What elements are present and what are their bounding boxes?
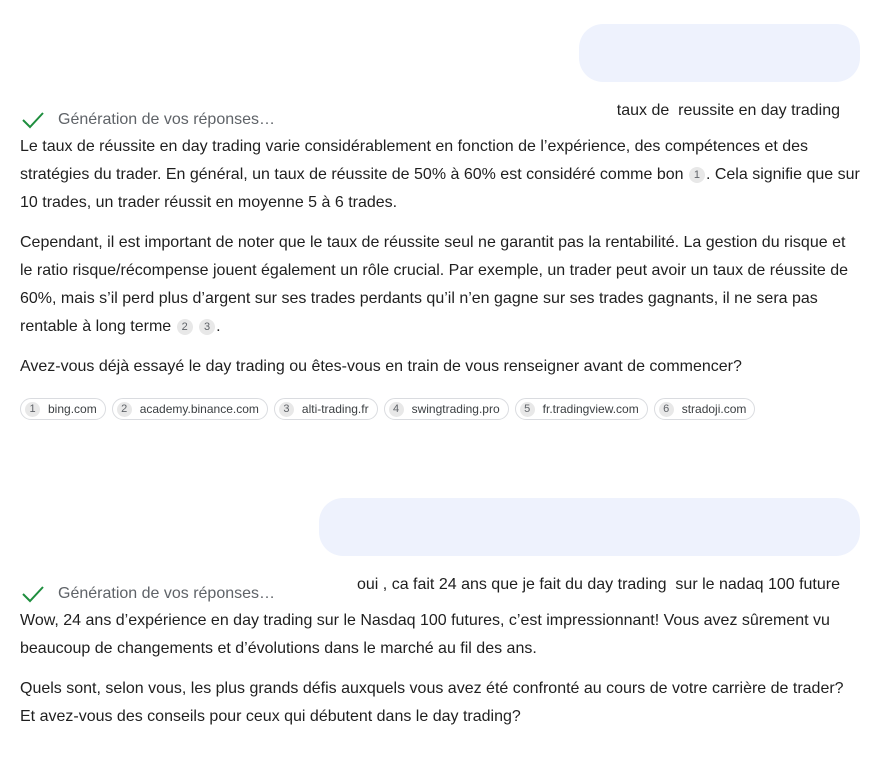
- source-number: 3: [279, 402, 294, 417]
- answer-paragraph: Quels sont, selon vous, les plus grands défis auxquels vous avez été confronté au cours de votre carrière de trader? Et avez-vous des conseils pour ceux qui débutent dans le day trading?: [20, 680, 844, 725]
- source-number: 4: [389, 402, 404, 417]
- source-label: stradoji.com: [681, 402, 747, 416]
- source-label: bing.com: [48, 402, 97, 416]
- status-text: Génération de vos réponses…: [58, 111, 276, 128]
- source-chip[interactable]: [112, 398, 268, 420]
- answer-text: . Cela signifie que sur 10 trades, un trader réussit en moyenne 5 à 6 trades.: [20, 166, 860, 211]
- source-label: fr.tradingview.com: [542, 402, 639, 416]
- source-number: 5: [520, 402, 535, 417]
- source-number: 6: [659, 402, 674, 417]
- source-label: swingtrading.pro: [411, 402, 500, 416]
- source-number: 2: [117, 402, 132, 417]
- check-icon: [20, 583, 46, 605]
- source-chip[interactable]: [274, 398, 378, 420]
- status-text: Génération de vos réponses…: [58, 585, 276, 602]
- citation-badge[interactable]: 2: [177, 319, 193, 335]
- source-chip[interactable]: [654, 398, 756, 420]
- source-label: academy.binance.com: [139, 402, 259, 416]
- answer-text: Le taux de réussite en day trading varie considérablement en fonction de l’expérience, des compétences et des stratégies du trader. En général, un taux de réussite de 50% à 60% est considéré comme bon: [20, 138, 809, 183]
- answer-text: Avez-vous déjà essayé le day trading ou êtes-vous en train de vous renseigner avant de commencer?: [20, 358, 742, 375]
- source-chip[interactable]: [20, 398, 106, 420]
- assistant-answer: [20, 133, 860, 393]
- answer-paragraph: [20, 353, 860, 381]
- user-message-bubble: [579, 24, 860, 119]
- user-message-text: taux de reussite en day trading: [616, 102, 840, 119]
- answer-paragraph: Wow, 24 ans d’expérience en day trading sur le Nasdaq 100 futures, c’est impressionnant! Vous avez sûrement vu beaucoup de changements et d’évolutions dans le marché au fil des ans.: [20, 612, 830, 657]
- source-chip[interactable]: [515, 398, 648, 420]
- assistant-answer: [20, 607, 860, 743]
- answer-text: Cependant, il est important de noter que le taux de réussite seul ne garantit pas la rentabilité. La gestion du risque et le ratio risque/récompense jouent également un rôle crucial. Par exemple, un trader peut avoir un taux de réussite de 60%, mais s’il perd plus d’argent sur ses trades perdants qu’il n’en gagne sur ses trades gagnants, il ne sera pas rentable à long terme: [20, 234, 849, 335]
- citation-badge[interactable]: 3: [199, 319, 215, 335]
- user-message-text: oui , ca fait 24 ans que je fait du day trading sur le nadaq 100 future: [357, 576, 840, 593]
- response-status: [20, 582, 275, 606]
- response-status: [20, 108, 275, 132]
- citation-badge[interactable]: 1: [689, 167, 705, 183]
- answer-paragraph: [20, 229, 860, 341]
- source-number: 1: [25, 402, 40, 417]
- answer-paragraph: [20, 133, 860, 217]
- check-icon: [20, 109, 46, 131]
- source-chip[interactable]: [384, 398, 509, 420]
- user-message-bubble: [319, 498, 860, 593]
- source-chips: [20, 398, 755, 420]
- answer-text: .: [216, 318, 221, 335]
- source-label: alti-trading.fr: [301, 402, 369, 416]
